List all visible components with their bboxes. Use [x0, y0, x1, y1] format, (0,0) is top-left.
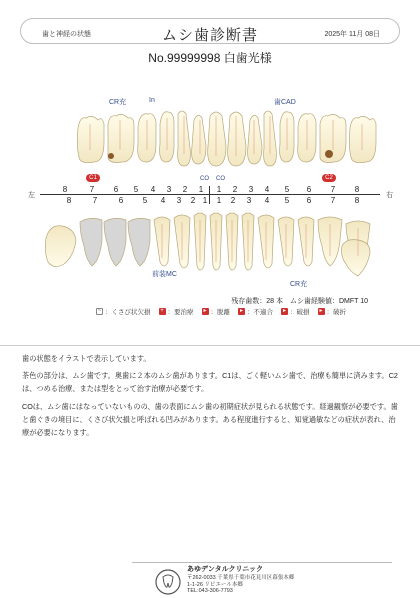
tooth-number: 6	[306, 196, 312, 205]
description-paragraph: 歯の状態をイラストで表示しています。	[22, 354, 151, 363]
clinic-address: 1-1-26 リビエール本郷	[187, 582, 243, 588]
tooth-number: 7	[89, 185, 95, 194]
dental-chart	[40, 110, 380, 280]
section-divider	[0, 345, 420, 346]
side-left: 左	[28, 192, 35, 199]
damaged-icon: ▸	[282, 308, 286, 314]
lower-label-mc: 前装MC	[152, 271, 177, 278]
co-label: CO	[216, 176, 225, 182]
badge-c2: C2	[322, 174, 336, 182]
tooth-number: 2	[190, 196, 196, 205]
tooth-number: 7	[330, 185, 336, 194]
clinic-postal: 〒262-0033 千葉県千葉市花見川区幕張本郷	[187, 575, 295, 581]
tooth-number: 3	[246, 196, 252, 205]
tooth-number: 2	[182, 185, 188, 194]
legend-item: ▸ ：不適合	[239, 308, 273, 316]
tooth-number: 4	[160, 196, 166, 205]
lower-label-cr: CR充	[290, 281, 308, 288]
co-label: CO	[200, 176, 209, 182]
document-date: 2025年 11月 08日	[324, 31, 380, 38]
clinic-tel: TEL:043-306-7793	[187, 588, 233, 594]
tooth-number: 5	[284, 196, 290, 205]
tooth-number: 2	[232, 185, 238, 194]
tooth-number: 3	[248, 185, 254, 194]
caries-mark	[108, 153, 114, 159]
clinic-name: あゆデンタルクリニック	[187, 566, 264, 573]
tooth-number: 6	[118, 196, 124, 205]
tooth-number: 1	[198, 185, 204, 194]
tooth-number: 5	[142, 196, 148, 205]
tooth-number: 4	[150, 185, 156, 194]
tooth-number: 7	[92, 196, 98, 205]
description-paragraph: COは、ムシ歯にはなっていないものの、歯の表面にムシ歯の初期症状が見られる状態です。経過観察が必要です。歯と歯ぐきの境目に、くさび状欠損と呼ばれる凹みがあります。ある程度進行すると、知覚過敏などの症状が表れ、治療が必要になります。	[22, 401, 398, 438]
tooth-number: 8	[354, 185, 360, 194]
badge-c1: C1	[86, 174, 100, 182]
tooth-number: 6	[306, 185, 312, 194]
tooth-number: 5	[133, 185, 139, 194]
tooth-number: 6	[113, 185, 119, 194]
upper-label-cr: CR充	[109, 99, 127, 106]
patient-name: No.99999998 白歯光様	[148, 51, 272, 65]
upper-label-cad: 歯CAD	[274, 99, 296, 106]
description-paragraph: 茶色の部分は、ムシ歯です。奥歯に２本のムシ歯があります。C1は、ごく軽いムシ歯で、治療も簡単に済みます。C2は、つめる治療、または型をとって治す治療が必要です。	[22, 371, 398, 394]
tooth-number: 4	[264, 185, 270, 194]
upper-label-in: In	[149, 97, 155, 104]
footer-divider	[132, 562, 392, 563]
tooth-number: 2	[230, 196, 236, 205]
caries-mark	[325, 150, 333, 158]
upper-teeth	[77, 111, 376, 166]
tooth-number: 8	[354, 196, 360, 205]
legend-item: ▸ ：脱離	[203, 308, 230, 316]
tooth-number: 8	[66, 196, 72, 205]
needs-treatment-icon: +	[160, 308, 164, 314]
wedge-defect-icon: ~	[97, 308, 102, 314]
tooth-number: 4	[264, 196, 270, 205]
legend-item: ▸ ：破折	[319, 308, 346, 316]
header-left-label: 歯と神経の状態	[42, 31, 91, 38]
tooth-number: 7	[330, 196, 336, 205]
legend-item: ▸ ：破損	[282, 308, 310, 316]
tooth-number: 8	[62, 185, 68, 194]
fracture-icon: ▸	[319, 308, 323, 314]
legend-item: + ：要治療	[160, 308, 194, 316]
midline-horizontal	[40, 194, 380, 195]
detached-icon: ▸	[203, 308, 207, 314]
legend-item: ~ ：くさび状欠損	[97, 308, 151, 316]
tooth-number: 3	[166, 185, 172, 194]
lower-teeth	[45, 213, 370, 276]
tooth-number: 5	[284, 185, 290, 194]
tooth-stats: 残存歯数：28 本 ムシ歯経験値：DMFT 10	[231, 298, 368, 305]
document-title: ムシ歯診断書	[161, 27, 258, 44]
ill-fitting-icon: ▸	[239, 308, 243, 314]
clinic-logo-icon	[154, 568, 182, 596]
legend	[96, 307, 346, 316]
tooth-number: 1	[216, 185, 222, 194]
side-right: 右	[386, 192, 393, 199]
tooth-number: 1	[216, 196, 222, 205]
tooth-number: 3	[176, 196, 182, 205]
description	[22, 352, 402, 443]
tooth-number: 1	[202, 196, 208, 205]
